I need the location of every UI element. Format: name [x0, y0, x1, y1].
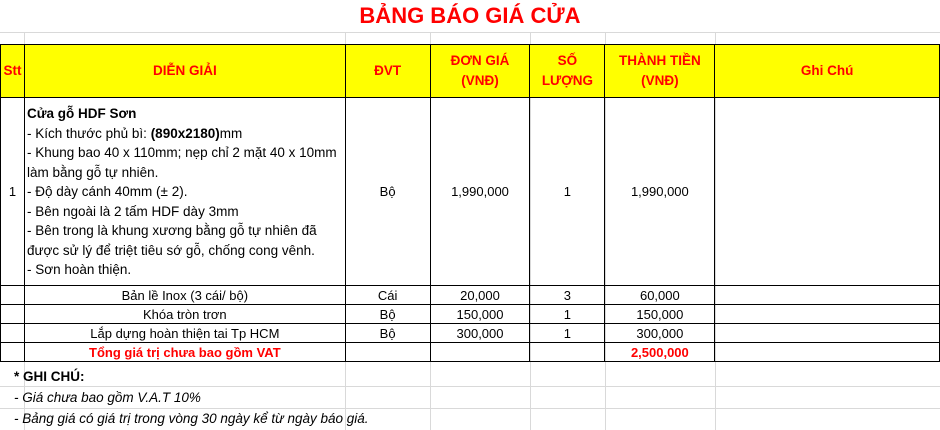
stt-cell[interactable]: [1, 305, 25, 324]
main-price-cell[interactable]: 1,990,000: [430, 98, 530, 286]
table-row: [1, 305, 940, 324]
notes-section: [14, 366, 369, 429]
header-price-line1: ĐƠN GIÁ: [450, 53, 510, 68]
qty-cell[interactable]: 1: [530, 324, 605, 343]
table-row-main: [1, 98, 940, 286]
stt-cell[interactable]: [1, 286, 25, 305]
header-price-line2: (VNĐ): [461, 73, 499, 88]
total-stt-cell[interactable]: [1, 343, 25, 362]
total-row: [1, 343, 940, 362]
price-cell[interactable]: 150,000: [430, 305, 530, 324]
note-cell[interactable]: [715, 286, 940, 305]
header-amount[interactable]: [605, 45, 715, 98]
main-note-cell[interactable]: [715, 98, 940, 286]
header-desc[interactable]: DIỄN GIẢI: [24, 45, 345, 98]
main-unit-cell[interactable]: Bộ: [345, 98, 430, 286]
desc-cell[interactable]: Khóa tròn trơn: [24, 305, 345, 324]
note-cell[interactable]: [715, 305, 940, 324]
total-price-cell[interactable]: [430, 343, 530, 362]
qty-cell[interactable]: 3: [530, 286, 605, 305]
size-value: (890x2180): [150, 125, 220, 141]
total-qty-cell[interactable]: [530, 343, 605, 362]
amount-cell[interactable]: 300,000: [605, 324, 715, 343]
header-amount-line1: THÀNH TIỀN: [618, 53, 701, 68]
page-title: BẢNG BÁO GIÁ CỬA: [359, 3, 581, 28]
amount-cell[interactable]: 150,000: [605, 305, 715, 324]
main-qty-cell[interactable]: 1: [530, 98, 605, 286]
header-qty-line2: LƯỢNG: [541, 73, 594, 88]
unit-cell[interactable]: Cái: [345, 286, 430, 305]
notes-heading: * GHI CHÚ:: [14, 369, 85, 384]
table-row: [1, 324, 940, 343]
main-desc-line: - Khung bao 40 x 110mm; nẹp chỉ 2 mặt 40 x 10mm làm bằng gỗ tự nhiên.: [26, 145, 337, 180]
stt-cell[interactable]: [1, 324, 25, 343]
qty-cell[interactable]: 1: [530, 305, 605, 324]
unit-cell[interactable]: Bộ: [345, 305, 430, 324]
total-value[interactable]: 2,500,000: [605, 343, 715, 362]
total-label[interactable]: Tổng giá trị chưa bao gồm VAT: [24, 343, 345, 362]
main-desc-line: - Độ dày cánh 40mm (± 2).: [26, 184, 188, 199]
header-amount-line2: (VNĐ): [641, 73, 679, 88]
desc-cell[interactable]: Lắp dựng hoàn thiện tai Tp HCM: [24, 324, 345, 343]
price-cell[interactable]: 300,000: [430, 324, 530, 343]
note-line: - Bảng giá có giá trị trong vòng 30 ngày kể từ ngày báo giá.: [14, 411, 369, 426]
header-qty[interactable]: [530, 45, 605, 98]
total-note-cell[interactable]: [715, 343, 940, 362]
main-desc-line: - Bên trong là khung xương bằng gỗ tự nhiên đã được sử lý để triệt tiêu sớ gỗ, chống cong vênh.: [26, 223, 317, 258]
main-desc-cell[interactable]: [24, 98, 345, 286]
header-note[interactable]: Ghi Chú: [715, 45, 940, 98]
amount-cell[interactable]: 60,000: [605, 286, 715, 305]
total-unit-cell[interactable]: [345, 343, 430, 362]
size-unit: mm: [219, 125, 243, 141]
table-row: [1, 286, 940, 305]
header-price[interactable]: [430, 45, 530, 98]
note-line: - Giá chưa bao gồm V.A.T 10%: [14, 390, 201, 405]
main-desc-size: [27, 124, 345, 144]
desc-cell[interactable]: Bản lề Inox (3 cái/ bộ): [24, 286, 345, 305]
price-cell[interactable]: 20,000: [430, 286, 530, 305]
header-unit[interactable]: ĐVT: [345, 45, 430, 98]
quote-table: [0, 44, 940, 362]
unit-cell[interactable]: Bộ: [345, 324, 430, 343]
main-desc-line: - Sơn hoàn thiện.: [26, 262, 132, 277]
header-stt[interactable]: Stt: [1, 45, 25, 98]
main-desc-line: - Bên ngoài là 2 tấm HDF dày 3mm: [26, 203, 239, 219]
main-amount-cell[interactable]: 1,990,000: [605, 98, 715, 286]
note-cell[interactable]: [715, 324, 940, 343]
header-row: [1, 45, 940, 98]
header-qty-line1: SỐ: [557, 53, 578, 68]
main-desc-title: Cửa gỗ HDF Sơn: [26, 106, 137, 121]
main-stt-cell[interactable]: 1: [1, 98, 25, 286]
size-prefix: - Kích thước phủ bì:: [26, 125, 151, 141]
